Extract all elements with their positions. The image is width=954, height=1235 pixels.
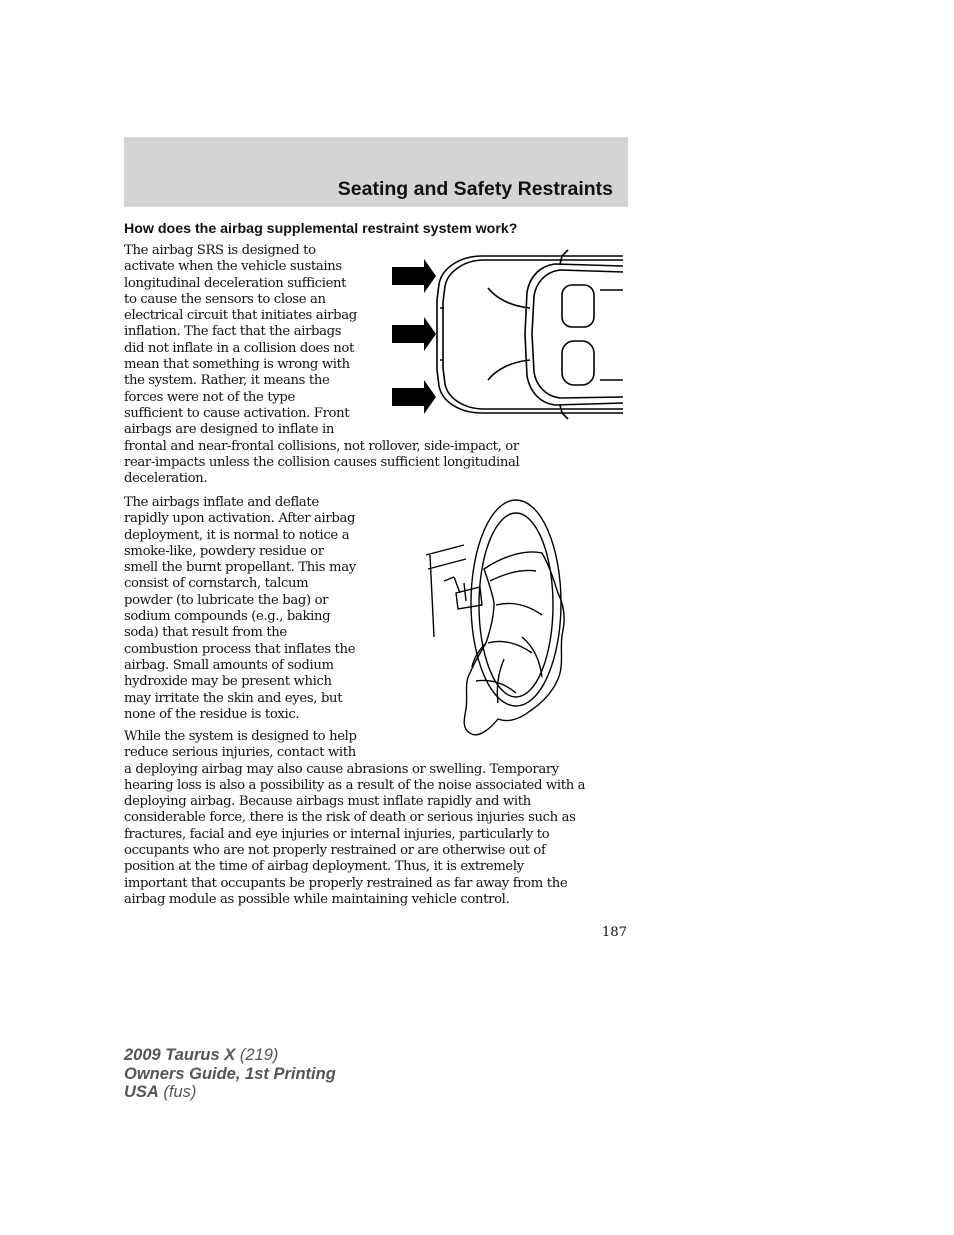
car-body-outline (437, 250, 623, 419)
steering-wheel-rim (471, 500, 561, 706)
text-line: hearing loss is also a possibility as a result of the noise associated with a (124, 777, 586, 793)
text-line: may irritate the skin and eyes, but (124, 690, 343, 706)
text-line: forces were not of the type (124, 389, 295, 405)
footer-line-model (124, 1046, 336, 1065)
text-line: soda) that result from the (124, 625, 287, 641)
text-line: longitudinal deceleration sufficient (124, 275, 347, 291)
footer-market: USA (124, 1083, 159, 1101)
text-line: frontal and near-frontal collisions, not rollover, side-impact, or (124, 438, 519, 454)
text-line: mean that something is wrong with (124, 357, 350, 373)
text-line: reduce serious injuries, contact with (124, 745, 356, 761)
frontal-impact-car-illustration (390, 248, 626, 420)
text-line: deploying airbag. Because airbags must inflate rapidly and with (124, 794, 531, 810)
text-line: electrical circuit that initiates airbag (124, 308, 357, 324)
text-line: sufficient to cause activation. Front (124, 405, 350, 421)
text-line: none of the residue is toxic. (124, 706, 300, 722)
text-line: While the system is designed to help (124, 729, 357, 744)
text-line: occupants who are not properly restrained or are otherwise out of (124, 843, 546, 859)
text-line: smell the burnt propellant. This may (124, 560, 356, 576)
footer-market-code: (fus) (158, 1083, 197, 1101)
text-line: inflation. The fact that the airbags (124, 324, 342, 340)
text-line: combustion process that inflates the (124, 641, 356, 657)
deployed-airbag-steering-wheel-illustration (424, 497, 574, 741)
impact-arrow-bottom (392, 380, 436, 414)
impact-arrow-middle (392, 317, 436, 351)
text-line: The airbags inflate and deflate (124, 495, 319, 510)
footer-model: 2009 Taurus X (124, 1046, 236, 1064)
text-line: powder (to lubricate the bag) or (124, 592, 329, 608)
steering-column (456, 587, 482, 609)
text-line: fractures, facial and eye injuries or internal injuries, particularly to (124, 826, 550, 842)
text-line: rear-impacts unless the collision causes sufficient longitudinal (124, 454, 520, 470)
text-line: airbag. Small amounts of sodium (124, 657, 334, 673)
page-number: 187 (601, 925, 627, 940)
text-line: The airbag SRS is designed to (124, 243, 316, 258)
text-line: to cause the sensors to close an (124, 291, 326, 307)
section-header-band (124, 137, 628, 207)
section-title: Seating and Safety Restraints (337, 178, 613, 200)
text-line: a deploying airbag may also cause abrasions or swelling. Temporary (124, 761, 559, 777)
text-line: considerable force, there is the risk of death or serious injuries such as (124, 810, 576, 826)
dashboard-outline (426, 545, 466, 637)
text-line: airbag module as possible while maintaining vehicle control. (124, 891, 510, 907)
text-line: airbags are designed to inflate in (124, 422, 335, 438)
text-line: deceleration. (124, 471, 208, 487)
paragraph-injury-risk (124, 729, 585, 908)
text-line: the system. Rather, it means the (124, 373, 330, 389)
text-line: sodium compounds (e.g., baking (124, 609, 331, 625)
text-line: hydroxide may be present which (124, 674, 332, 690)
text-line: activate when the vehicle sustains (124, 259, 342, 275)
text-line: position at the time of airbag deployment. Thus, it is extremely (124, 859, 524, 875)
text-line: rapidly upon activation. After airbag (124, 511, 356, 527)
footer-line-market (124, 1083, 336, 1102)
paragraph-residue (124, 495, 356, 723)
text-line: important that occupants be properly restrained as far away from the (124, 875, 568, 891)
text-line: did not inflate in a collision does not (124, 340, 354, 356)
document-footer (124, 1046, 336, 1102)
text-line: deployment, it is normal to notice a (124, 527, 350, 543)
question-heading: How does the airbag supplemental restraint system work? (124, 221, 518, 237)
footer-line-edition: Owners Guide, 1st Printing (124, 1064, 336, 1083)
text-line: consist of cornstarch, talcum (124, 576, 309, 592)
impact-arrow-top (392, 259, 436, 293)
text-line: smoke-like, powdery residue or (124, 543, 324, 559)
footer-model-code: (219) (235, 1046, 279, 1064)
